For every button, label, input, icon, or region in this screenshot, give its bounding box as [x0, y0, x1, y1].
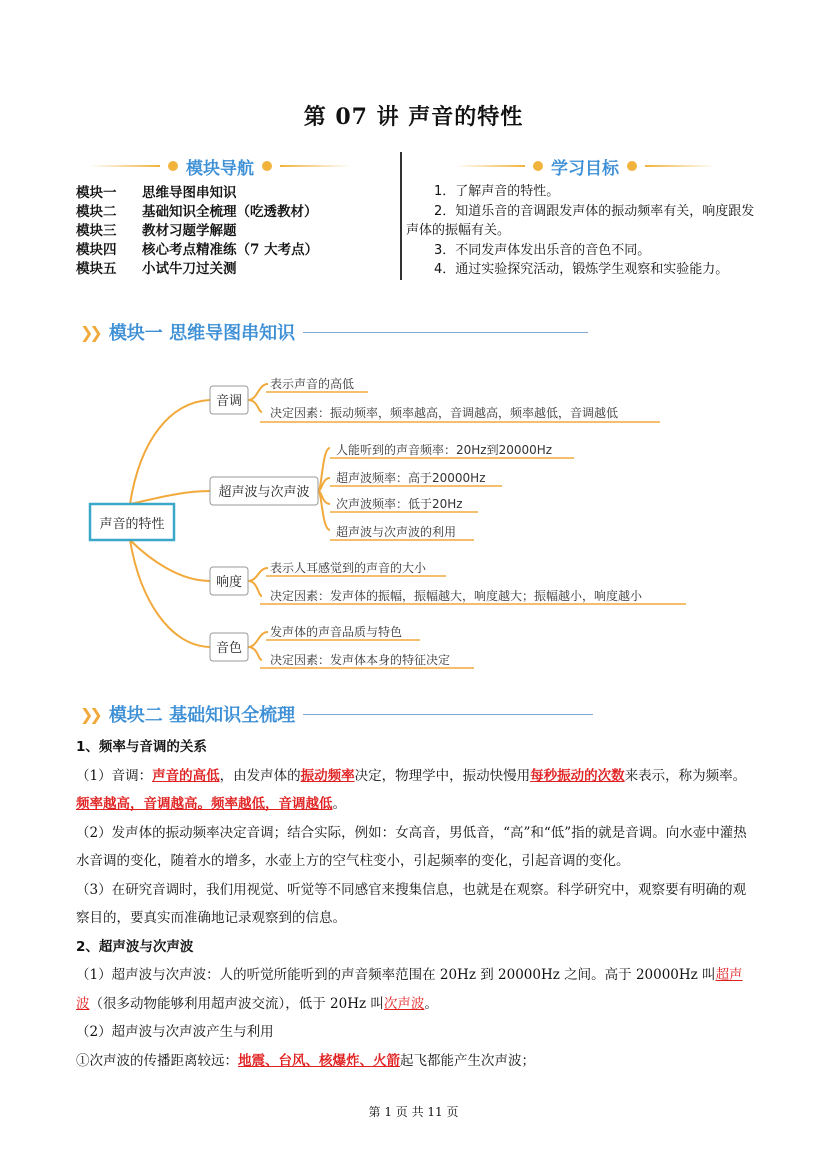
leaf-text: 决定因素：发声体本身的特征决定 [270, 653, 451, 667]
module2-body [76, 733, 756, 1075]
leaf-text: 表示声音的高低 [270, 377, 355, 391]
leaf-text: 决定因素：发声体的振幅，振幅越大，响度越大；振幅越小，响度越小 [270, 589, 643, 603]
module2-heading: ❯❯ 模块二 基础知识全梳理 [80, 700, 593, 728]
nav-item[interactable]: 模块二 基础知识全梳理（吃透教材） [76, 204, 318, 220]
branch-label: 响度 [215, 575, 243, 590]
section-title: 1、频率与音调的关系 [76, 739, 207, 755]
paragraph: （3）在研究音调时，我们用视觉、听觉等不同感官来搜集信息，也就是在观察。科学研究中，观察要有明确的观察目的，要真实而准确地记录观察到的信息。 [76, 881, 747, 926]
leaf-text: 发声体的声音品质与特色 [270, 625, 403, 639]
nav-item[interactable]: 模块四 核心考点精准练（7 大考点） [76, 242, 319, 258]
paragraph: （2）超声波与次声波产生与利用 [76, 1024, 274, 1040]
module1-heading: ❯❯ 模块一 思维导图串知识 [80, 318, 588, 346]
dot-icon [168, 161, 178, 171]
heading-rule [303, 714, 593, 715]
nav-item[interactable]: 模块一 思维导图串知识 [76, 185, 237, 201]
double-chevron-icon: ❯❯ [80, 322, 99, 342]
mind-map-root: 声音的特性 [99, 517, 165, 532]
leaf-text: 次声波频率：低于20Hz [336, 497, 463, 511]
leaf-text: 超声波频率：高于20000Hz [336, 471, 486, 485]
page-footer: 第 1 页 共 11 页 [368, 1105, 459, 1119]
branch-label: 音调 [215, 394, 243, 409]
double-chevron-icon: ❯❯ [80, 704, 99, 724]
branch-label: 音色 [215, 641, 243, 656]
column-divider [400, 152, 402, 280]
mind-map [0, 360, 827, 680]
paragraph: （1）超声波与次声波：人的听觉所能听到的声音频率范围在 20Hz 到 20000Hz 之间。高于 20000Hz 叫超声波（很多动物能够利用超声波交流），低于 20Hz 叫次声波。 [76, 967, 743, 1012]
heading-rule [303, 332, 588, 333]
nav-item[interactable]: 模块三 教材习题学解题 [76, 223, 237, 239]
goal-item: 3．不同发声体发出乐音的音色不同。 [434, 242, 651, 258]
dot-icon [533, 161, 543, 171]
dot-icon [627, 161, 637, 171]
branch-label: 超声波与次声波 [218, 485, 310, 500]
module-nav-list [76, 184, 318, 279]
module-nav-heading: 模块导航 [90, 153, 350, 179]
paragraph: （1）音调：声音的高低，由发声体的振动频率决定，物理学中，振动快慢用每秒振动的次数来表示，称为频率。频率越高，音调越高。频率越低，音调越低。 [76, 767, 747, 812]
page-title: 第 07 讲 声音的特性 [303, 104, 524, 130]
leaf-text: 决定因素：振动频率，频率越高，音调越高，频率越低，音调越低 [270, 406, 619, 420]
leaf-text: 超声波与次声波的利用 [336, 525, 457, 539]
goal-item: 1．了解声音的特性。 [434, 184, 560, 199]
goal-item: 4．通过实验探究活动，锻炼学生观察和实验能力。 [434, 262, 729, 277]
leaf-text: 表示人耳感觉到的声音的大小 [270, 561, 427, 575]
nav-item[interactable]: 模块五 小试牛刀过关测 [76, 261, 237, 277]
learning-goals-heading: 学习目标 [450, 153, 720, 179]
paragraph: （2）发声体的振动频率决定音调；结合实际，例如：女高音，男低音，“高”和“低”指的就是音调。向水壶中灌热水音调的变化，随着水的增多，水壶上方的空气柱变小，引起频率的变化，引起音调的变化。 [76, 824, 747, 869]
paragraph: ①次声波的传播距离较远：地震、台风、核爆炸、火箭起飞都能产生次声波； [76, 1052, 535, 1069]
leaf-text: 人能听到的声音频率：20Hz到20000Hz [336, 443, 553, 457]
goal-item: 2．知道乐音的音调跟发声体的振动频率有关，响度跟发声体的振幅有关。 [406, 203, 755, 238]
dot-icon [262, 161, 272, 171]
section-title: 2、超声波与次声波 [76, 938, 194, 955]
learning-goals-list [406, 182, 756, 280]
